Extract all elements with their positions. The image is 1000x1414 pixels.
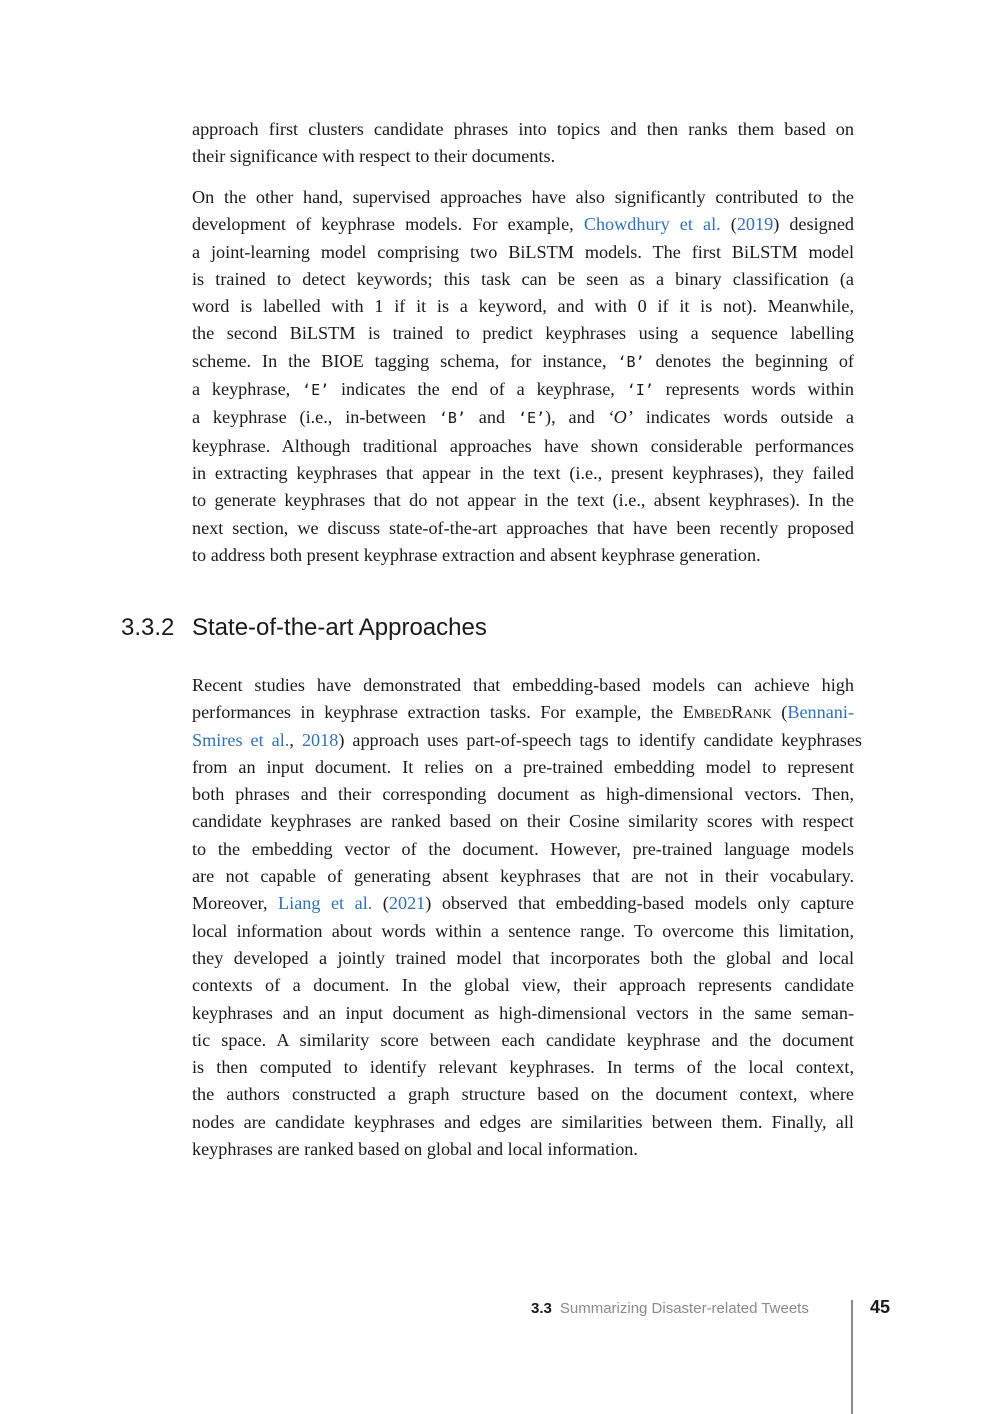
tag-b: ‘B’ — [438, 409, 466, 428]
method-name-embedrank: EmbedRank — [682, 702, 772, 723]
tag-b: ‘B’ — [617, 352, 645, 371]
tag-i: ‘I’ — [626, 381, 654, 400]
citation-link-chowdhury[interactable]: Chowdhury et al. — [583, 214, 721, 235]
page-number: 45 — [870, 1297, 891, 1317]
paragraph-continuation — [192, 116, 854, 171]
text-line: a joint-learning model comprising two BiLSTM models. The first BiLSTM model — [192, 241, 854, 262]
paragraph-supervised-approaches — [192, 184, 854, 569]
text-line: On the other hand, supervised approaches have also significantly contributed to the — [192, 187, 854, 207]
tag-e: ‘E’ — [517, 409, 546, 428]
text-line: candidate keyphrases are ranked based on their Cosine similarity scores with respect — [192, 811, 854, 832]
tag-e: ‘E’ — [302, 381, 330, 400]
text-line: local information about words within a sentence range. To overcome this limitation, — [192, 920, 854, 941]
citation-year-link-2018[interactable]: 2018 — [301, 729, 339, 750]
text-line: nodes are candidate keyphrases and edges are similarities between them. Finally, all — [192, 1111, 854, 1132]
footer-section-number: 3.3 — [531, 1300, 552, 1317]
section-heading — [121, 614, 487, 642]
text-line: they developed a jointly trained model that incorporates both the global and local — [192, 947, 854, 968]
section-number: 3.3.2 — [121, 614, 175, 641]
text-line: to the embedding vector of the document. However, pre-trained language models — [192, 838, 854, 859]
text-line: to generate keyphrases that do not appear in the text (i.e., absent keyphrases). In the — [192, 490, 854, 511]
text-line: a keyphrase, ‘E’ indicates the end of a keyphrase, ‘I’ represents words within — [192, 379, 854, 400]
footer-section-title: Summarizing Disaster-related Tweets — [559, 1300, 809, 1317]
running-footer — [531, 1300, 809, 1317]
citation-link-bennani-smires[interactable]: Smires et al. — [192, 729, 290, 750]
text-line: tic space. A similarity score between each candidate keyphrase and the document — [192, 1029, 854, 1050]
text-line: in extracting keyphrases that appear in the text (i.e., present keyphrases), they failed — [192, 462, 854, 483]
text-line: keyphrase. Although traditional approaches have shown considerable performances — [192, 435, 854, 456]
text-line: their significance with respect to their documents. — [192, 146, 556, 167]
text-line: to address both present keyphrase extraction and absent keyphrase generation. — [192, 544, 761, 565]
paragraph-state-of-the-art — [192, 672, 863, 1163]
text-line: is trained to detect keywords; this task can be seen as a binary classification (a — [192, 268, 854, 289]
text-line: Smires et al., 2018) approach uses part-of-speech tags to identify candidate keyphrases — [192, 729, 863, 750]
footer-vertical-rule — [851, 1300, 853, 1414]
tag-o: ‘O’ — [607, 407, 633, 428]
text-line: from an input document. It relies on a pre-trained embedding model to represent — [192, 756, 854, 777]
text-line: next section, we discuss state-of-the-art approaches that have been recently proposed — [192, 517, 854, 538]
citation-year-link-2021[interactable]: 2021 — [388, 893, 426, 914]
text-line: development of keyphrase models. For example, Chowdhury et al. (2019) designed — [192, 214, 854, 235]
text-line: keyphrases are ranked based on global and local information. — [192, 1139, 638, 1160]
citation-year-link-2019[interactable]: 2019 — [736, 214, 774, 235]
text-line: a keyphrase (i.e., in-between ‘B’ and ‘E’), and ‘O’ indicates words outside a — [192, 407, 854, 428]
text-line: is then computed to identify relevant keyphrases. In terms of the local context, — [192, 1057, 854, 1078]
text-line: scheme. In the BIOE tagging schema, for instance, ‘B’ denotes the beginning of — [192, 350, 854, 371]
text-line: word is labelled with 1 if it is a keyword, and with 0 if it is not). Meanwhile, — [192, 296, 854, 317]
text-line: performances in keyphrase extraction tasks. For example, the EmbedRank (Bennani- — [192, 702, 854, 723]
text-line: contexts of a document. In the global view, their approach represents candidate — [192, 975, 854, 996]
text-line: Moreover, Liang et al. (2021) observed that embedding-based models only capture — [192, 893, 854, 914]
citation-link-bennani-smires[interactable]: Bennani- — [787, 702, 854, 723]
text-line: the authors constructed a graph structure based on the document context, where — [192, 1084, 854, 1105]
text-line: the second BiLSTM is trained to predict keyphrases using a sequence labelling — [192, 323, 854, 344]
text-line: Recent studies have demonstrated that embedding-based models can achieve high — [192, 675, 854, 695]
section-title: State-of-the-art Approaches — [192, 614, 487, 641]
text-line: are not capable of generating absent keyphrases that are not in their vocabulary. — [192, 866, 854, 887]
text-line: keyphrases and an input document as high-dimensional vectors in the same seman- — [192, 1002, 854, 1023]
text-line: approach first clusters candidate phrases into topics and then ranks them based on — [192, 119, 854, 139]
citation-link-liang[interactable]: Liang et al. — [278, 893, 373, 914]
text-line: both phrases and their corresponding document as high-dimensional vectors. Then, — [192, 784, 854, 805]
